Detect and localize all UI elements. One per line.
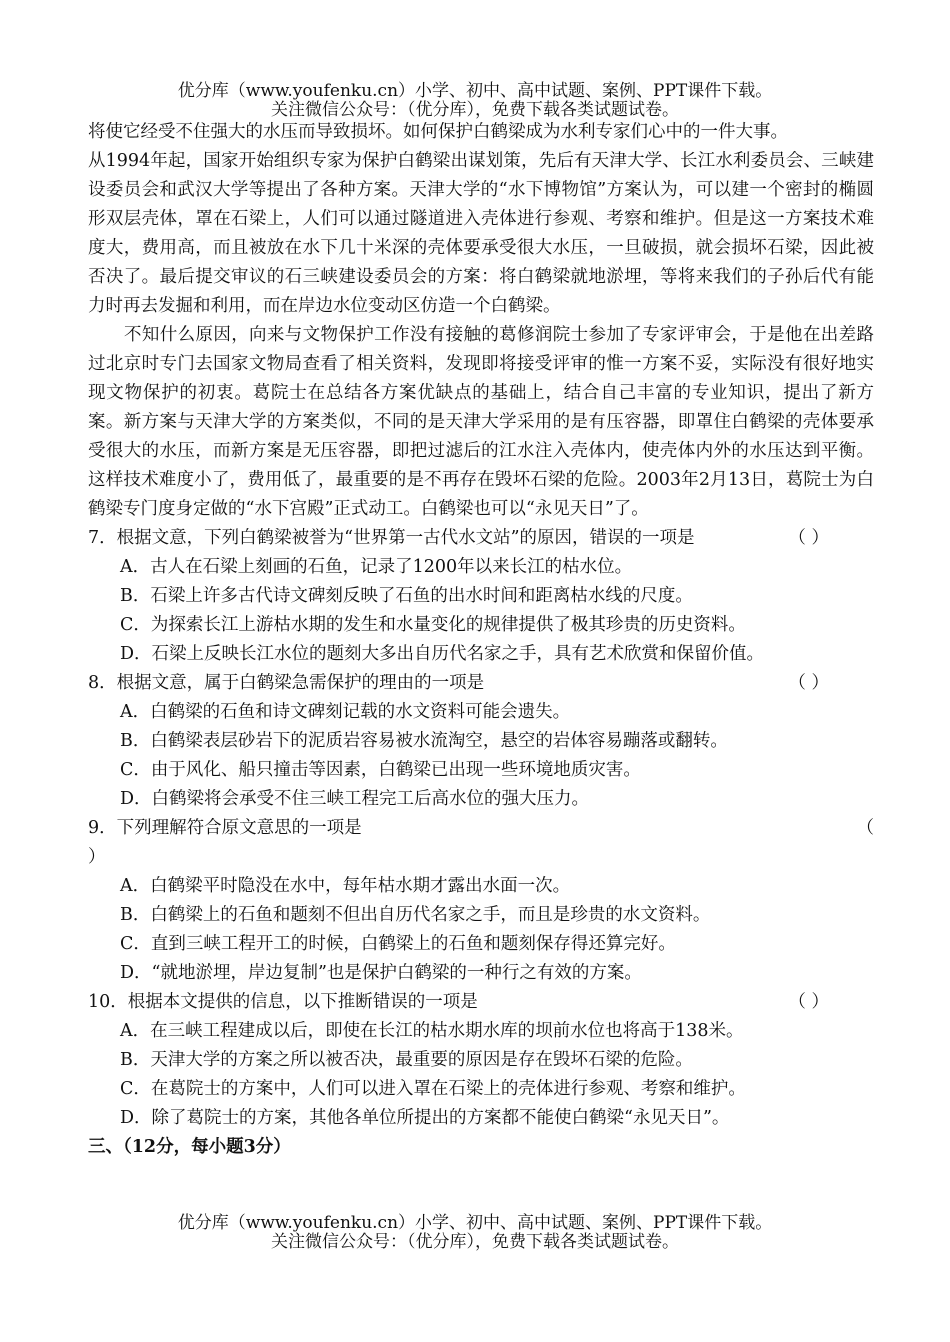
question-8-option-c: C．由于风化、船只撞击等因素，白鹤梁已出现一些环境地质灾害。 [120,760,641,780]
passage-paragraph-2: 从1994年起，国家开始组织专家为保护白鹤梁出谋划策，先后有天津大学、长江水利委员会、三峡建设委员会和武汉大学等提出了各种方案。天津大学的“水下博物馆”方案认为，可以建一个密封的椭圆形双层壳体，罩在石梁上，人们可以通过隧道进入壳体进行参观、考察和维护。但是这一方案技术难度大，费用高，而且被放在水下几十米深的壳体要承受很大水压，一旦破损，就会损坏石梁，因此被否决了。最后提交审议的石三峡建设委员会的方案：将白鹤梁就地淤埋，等将来我们的子孙后代有能力时再去发掘和利用，而在岸边水位变动区仿造一个白鹤梁。 [88,151,874,316]
passage-paragraph-1: 将使它经受不住强大的水压而导致损坏。如何保护白鹤梁成为水利专家们心中的一件大事。 [88,122,788,142]
footer-line-1: 优分库（www.youfenku.cn）小学、初中、高中试题、案例、PPT课件下载。 [177,1213,773,1233]
question-9-stem: 9．下列理解符合原文意思的一项是 [88,818,362,838]
question-7 [88,524,874,553]
question-9-option-b: B．白鹤梁上的石鱼和题刻不但出自历代名家之手，而且是珍贵的水文资料。 [120,905,711,925]
question-10-option-a: A．在三峡工程建成以后，即使在长江的枯水期水库的坝前水位也将高于138米。 [120,1021,744,1041]
question-10-option-c: C．在葛院士的方案中，人们可以进入罩在石梁上的壳体进行参观、考察和维护。 [120,1079,746,1099]
question-9-answer-paren-close: ） [88,847,106,867]
main-content [88,118,874,1162]
question-10 [88,988,874,1017]
question-9-option-d: D．“就地淤埋，岸边复制”也是保护白鹤梁的一种行之有效的方案。 [120,963,642,983]
question-7-stem: 7．根据文意，下列白鹤梁被誉为“世界第一古代水文站”的原因，错误的一项是 [88,528,695,548]
question-7-option-d: D．石梁上反映长江水位的题刻大多出自历代名家之手，具有艺术欣赏和保留价值。 [120,644,765,664]
question-9-option-c: C．直到三峡工程开工的时候，白鹤梁上的石鱼和题刻保存得还算完好。 [120,934,676,954]
question-8-stem: 8．根据文意，属于白鹤梁急需保护的理由的一项是 [88,673,485,693]
question-10-option-d: D．除了葛院士的方案，其他各单位所提出的方案都不能使白鹤梁“永见天日”。 [120,1108,730,1128]
question-8-option-a: A．白鹤梁的石鱼和诗文碑刻记载的水文资料可能会遗失。 [120,702,571,722]
question-8-option-d: D．白鹤梁将会承受不住三峡工程完工后高水位的强大压力。 [120,789,590,809]
header-line-1: 优分库（www.youfenku.cn）小学、初中、高中试题、案例、PPT课件下载。 [177,81,773,101]
question-10-answer-paren: （ ） [788,992,829,1012]
question-9-answer-paren-open: （ [856,818,874,838]
question-8-answer-paren: （ ） [788,673,829,693]
question-10-stem: 10．根据本文提供的信息，以下推断错误的一项是 [88,992,478,1012]
header-line-2: 关注微信公众号：（优分库），免费下载各类试题试卷。 [271,100,679,120]
question-9-paren-close-line [88,843,874,872]
question-10-option-b: B．天津大学的方案之所以被否决，最重要的原因是存在毁坏石梁的危险。 [120,1050,693,1070]
footer-line-2: 关注微信公众号：（优分库），免费下载各类试题试卷。 [271,1232,679,1252]
question-7-answer-paren: （ ） [788,528,829,548]
passage-paragraph-3: 不知什么原因，向来与文物保护工作没有接触的葛修润院士参加了专家评审会，于是他在出差路过北京时专门去国家文物局查看了相关资料，发现即将接受评审的惟一方案不妥，实际没有很好地实现文物保护的初衷。葛院士在总结各方案优缺点的基础上，结合自己丰富的专业知识，提出了新方案。新方案与天津大学的方案类似，不同的是天津大学采用的是有压容器，即罩住白鹤梁的壳体要承受很大的水压，而新方案是无压容器，即把过滤后的江水注入壳体内，使壳体内外的水压达到平衡。这样技术难度小了，费用低了，最重要的是不再存在毁坏石梁的危险。2003年2月13日，葛院士为白鹤梁专门度身定做的“水下宫殿”正式动工。白鹤梁也可以“永见天日”了。 [88,325,874,519]
question-8-option-b: B．白鹤梁表层砂岩下的泥质岩容易被水流淘空，悬空的岩体容易蹦落或翻转。 [120,731,728,751]
question-7-option-a: A．古人在石梁上刻画的石鱼，记录了1200年以来长江的枯水位。 [120,557,633,577]
question-9-option-a: A．白鹤梁平时隐没在水中，每年枯水期才露出水面一次。 [120,876,571,896]
question-8 [88,669,874,698]
question-9 [88,814,874,843]
question-7-option-c: C．为探索长江上游枯水期的发生和水量变化的规律提供了极其珍贵的历史资料。 [120,615,746,635]
section-3-heading: 三、（12分，每小题3分） [88,1137,291,1157]
question-7-option-b: B．石梁上许多古代诗文碑刻反映了石鱼的出水时间和距离枯水线的尺度。 [120,586,693,606]
